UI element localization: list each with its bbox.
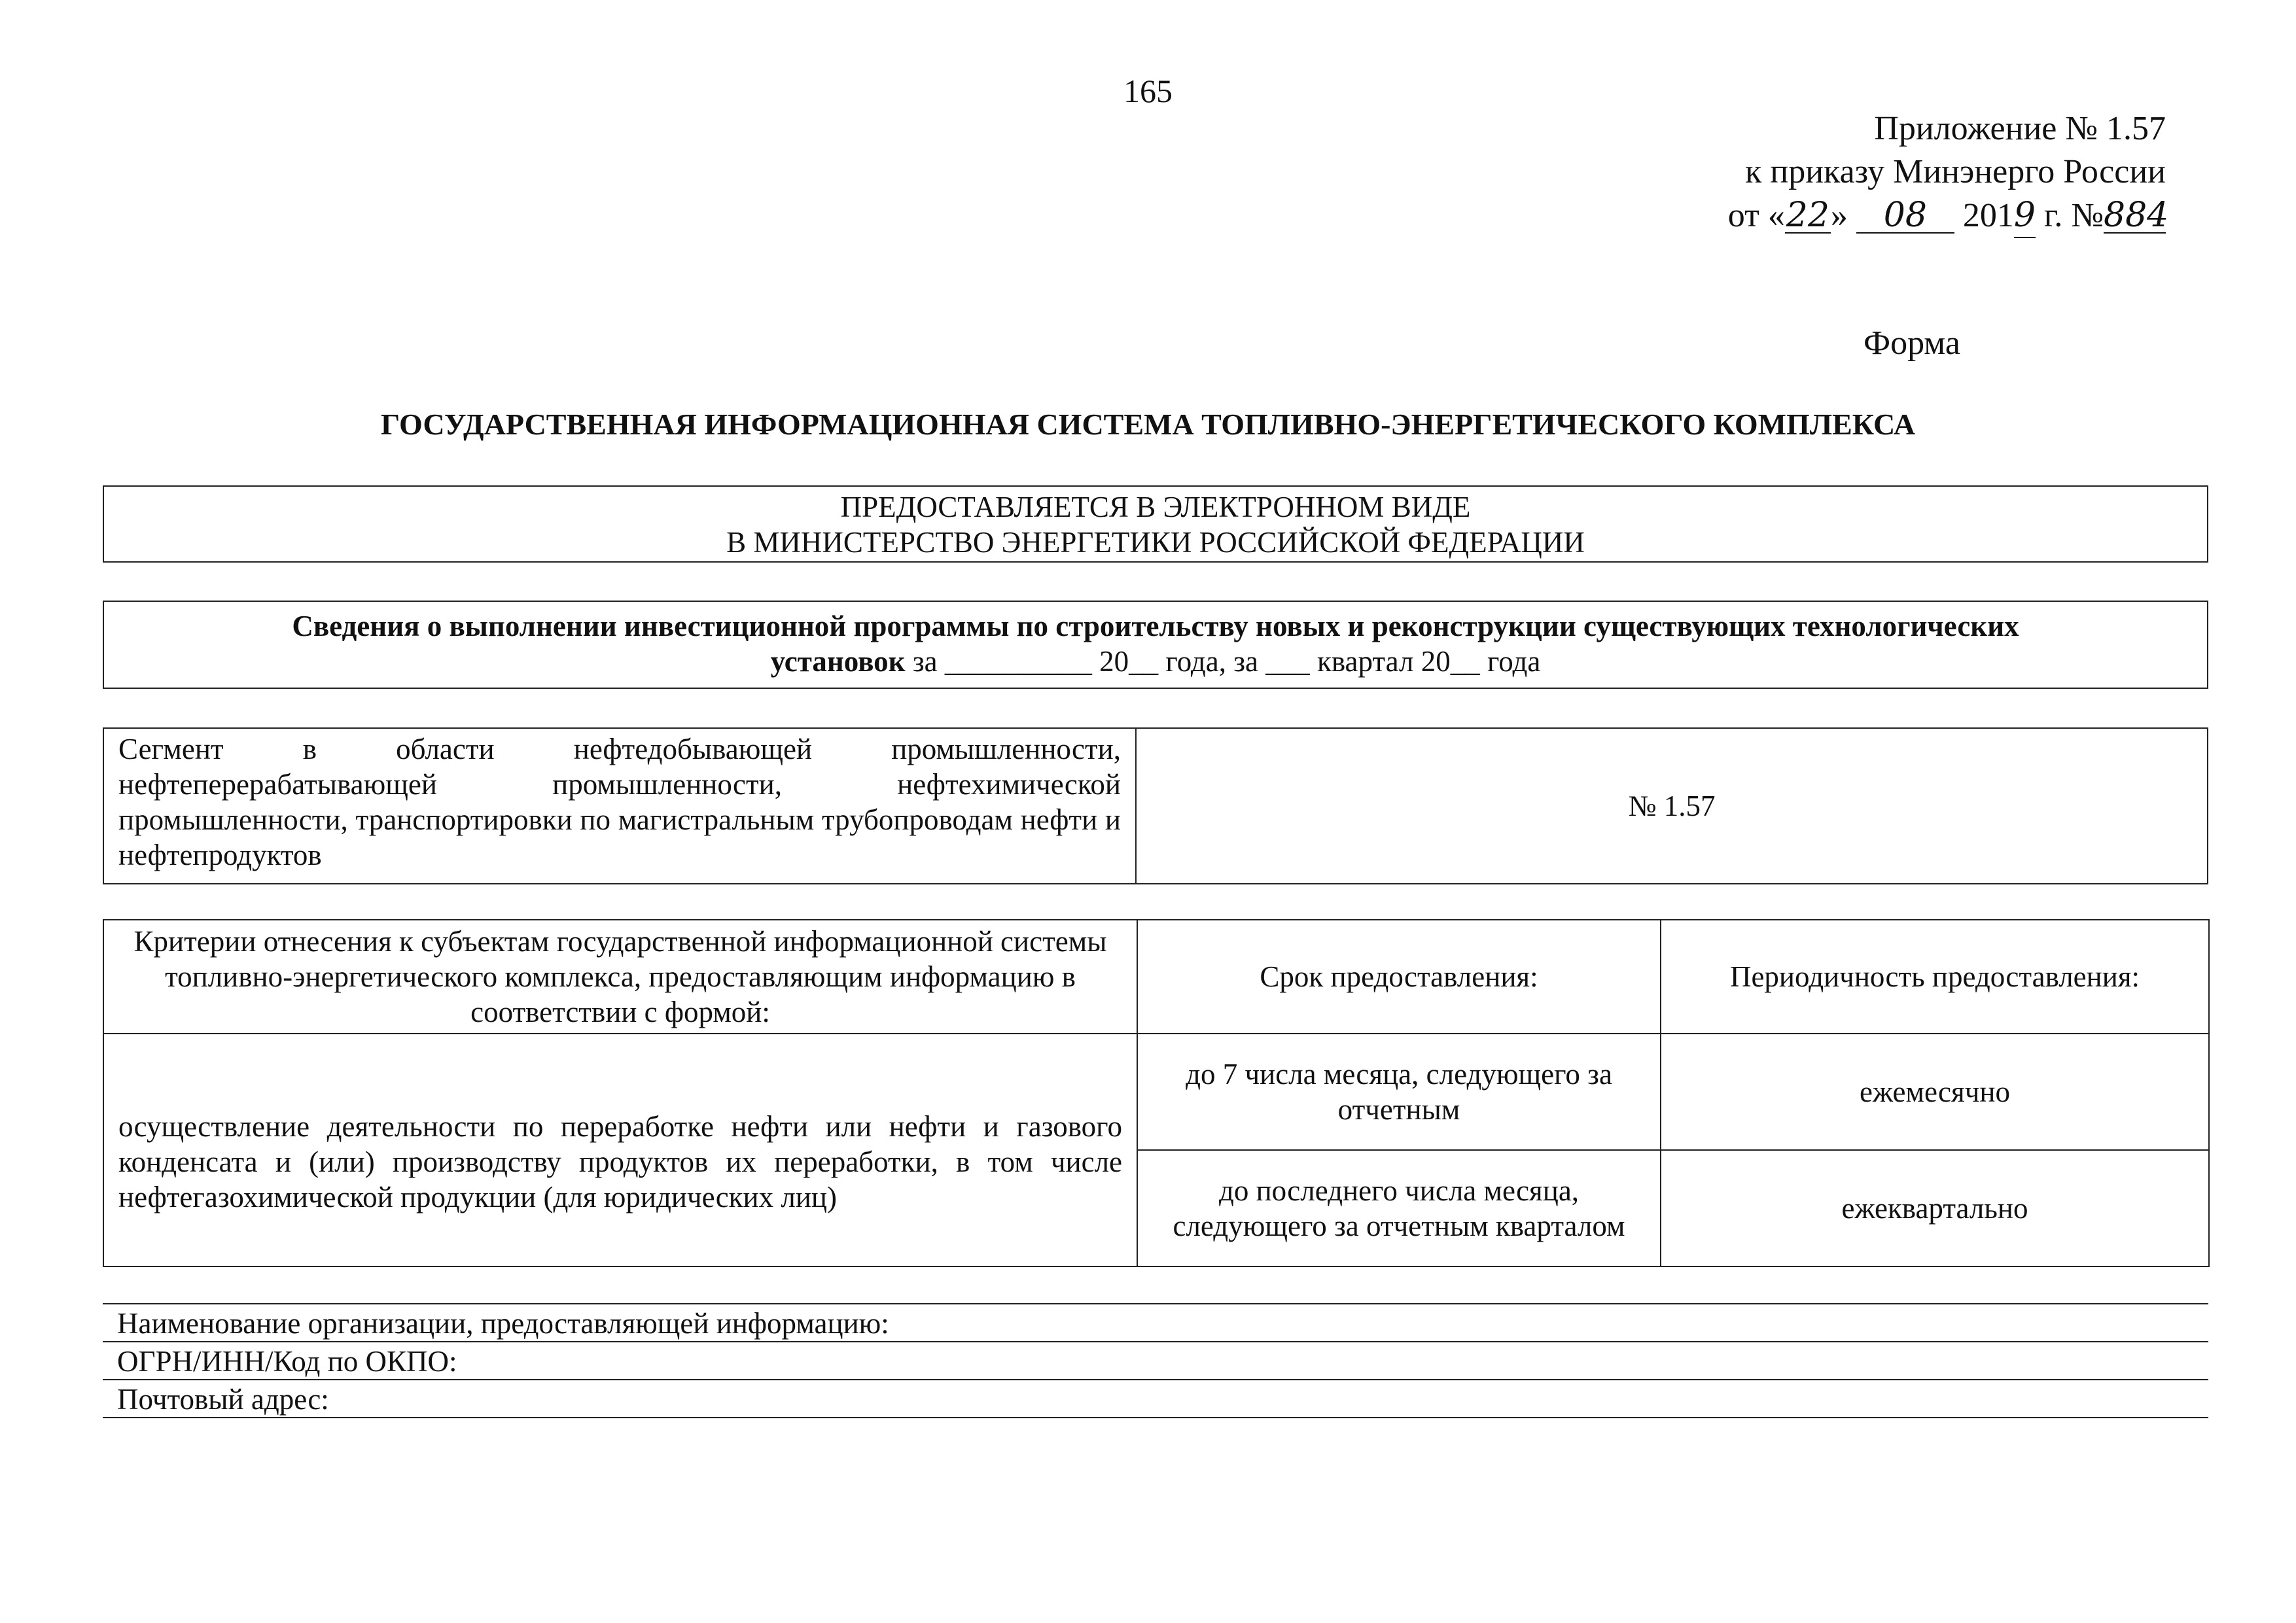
deadline-header: Срок предоставления: [1137,920,1661,1034]
segment-table [103,727,2208,884]
segment-label: Сегмент в области нефтедобывающей промышленности, нефтеперерабатывающей промышленности, нефтехимической промышленности, транспортировки по магистральным трубопроводам нефти и нефтепродуктов [103,728,1136,884]
criteria-header: Критерии отнесения к субъектам государственной информационной системы топливно-энергетического комплекса, предоставляющим информацию в соответствии с формой: [103,920,1137,1034]
deadline-cell: до последнего числа месяца, следующего за отчетным кварталом [1137,1150,1661,1266]
table-row [103,1034,2209,1150]
criterion-cell: осуществление деятельности по переработке нефти или нефти и газового конденсата и (или) производству продуктов их переработки, в том числе нефтегазохимической продукции (для юридических лиц) [103,1034,1137,1266]
year-digit: 9 [2014,194,2036,238]
date-quote-close: » [1830,197,1848,234]
year-suffix: г. № [2035,197,2104,234]
postal-address-field: Почтовый адрес: [103,1380,2208,1418]
submission-line2: В МИНИСТЕРСТВО ЭНЕРГЕТИКИ РОССИЙСКОЙ ФЕДЕРАЦИИ [726,526,1585,559]
date-day: 22 [1786,196,1829,235]
date-month: 08 [1856,198,1954,234]
form-label: Форма [1863,324,1960,362]
frequency-header: Периодичность предоставления: [1661,920,2209,1034]
criteria-table [103,919,2210,1267]
report-title-line2 [130,644,2181,679]
submission-box [103,485,2208,563]
appendix-line2: к приказу Минэнерго России [1745,153,2166,190]
appendix-block [1727,107,2169,238]
report-title-period: за __________ 20__ года, за ___ квартал 20__ года [905,645,1541,678]
frequency-cell: ежемесячно [1661,1034,2209,1150]
criteria-header-row [103,920,2209,1034]
report-title-box [103,601,2208,689]
deadline-cell: до 7 числа месяца, следующего за отчетным [1137,1034,1661,1150]
appendix-line1: Приложение № 1.57 [1874,110,2166,147]
ids-field: ОГРН/ИНН/Код по ОКПО: [103,1342,2208,1380]
frequency-cell: ежеквартально [1661,1150,2209,1266]
year-prefix: 201 [1962,197,2014,234]
submission-line1: ПРЕДОСТАВЛЯЕТСЯ В ЭЛЕКТРОННОМ ВИДЕ [840,491,1471,523]
order-number: 884 [2104,196,2169,235]
appendix-date-line [1727,194,2169,238]
page-heading: ГОСУДАРСТВЕННАЯ ИНФОРМАЦИОННАЯ СИСТЕМА ТОПЛИВНО-ЭНЕРГЕТИЧЕСКОГО КОМПЛЕКСА [380,408,1916,441]
date-prefix: от « [1727,197,1785,234]
segment-number: № 1.57 [1136,728,2208,884]
report-title-line1: Сведения о выполнении инвестиционной программы по строительству новых и реконструкции существующих технологических [292,610,2019,642]
report-title-bold-word: установок [770,645,906,678]
page-number: 165 [1123,73,1173,109]
org-name-field: Наименование организации, предоставляющей информацию: [103,1304,2208,1342]
